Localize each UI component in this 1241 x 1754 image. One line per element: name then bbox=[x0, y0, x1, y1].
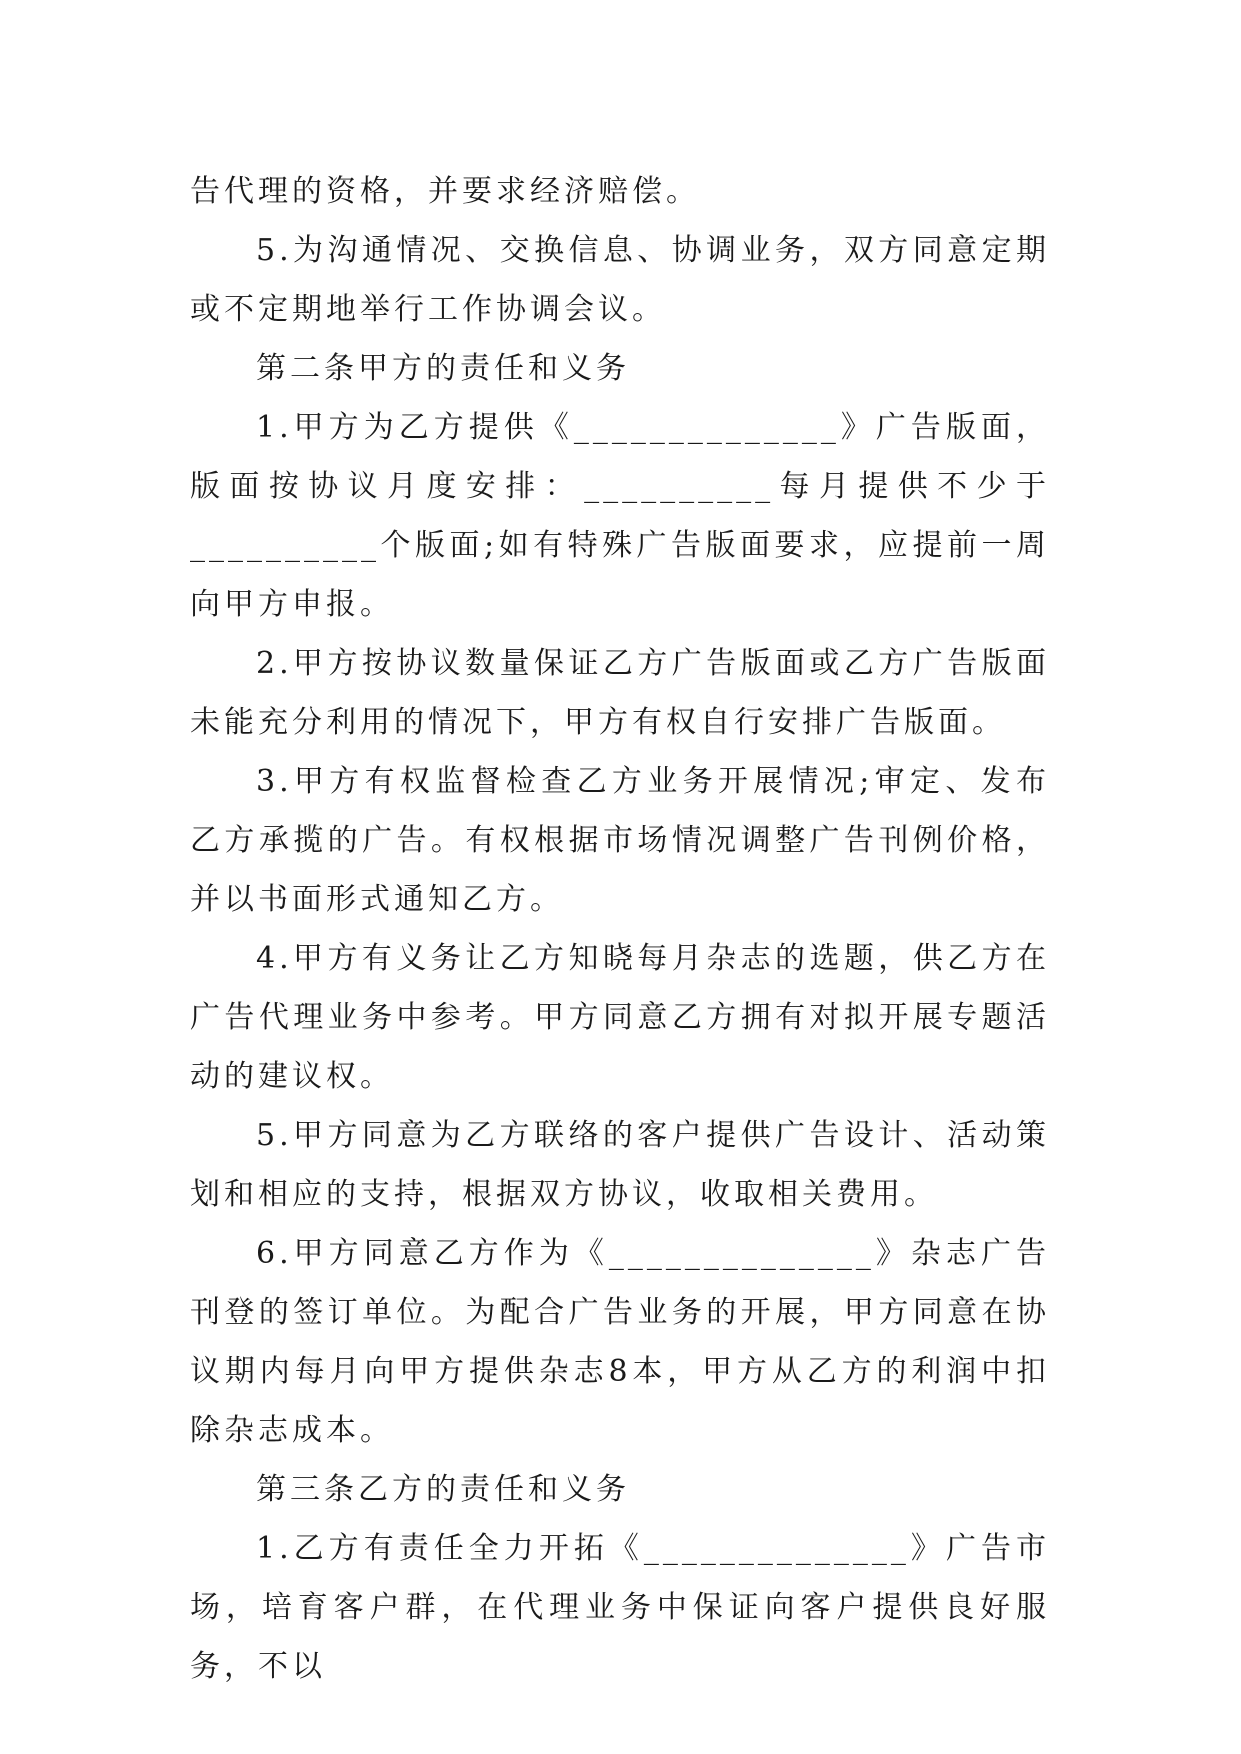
section-heading-article-3: 第三条乙方的责任和义务 bbox=[256, 1472, 630, 1507]
paragraph-continuation: 告代理的资格，并要求经济赔偿。 bbox=[190, 174, 700, 209]
paragraph-party-a-clause-6: 6.甲方同意乙方作为《______________》杂志广告刊登的签订单位。为配合广告业务的开展，甲方同意在协议期内每月向甲方提供杂志8本，甲方从乙方的利润中扣除杂志成本。 bbox=[190, 1236, 1050, 1448]
paragraph-party-b-clause-1: 1.乙方有责任全力开拓《______________》广告市场，培育客户群，在代理业务中保证向客户提供良好服务，不以 bbox=[190, 1531, 1050, 1684]
document-body bbox=[190, 162, 1050, 1696]
paragraph-party-a-clause-3: 3.甲方有权监督检查乙方业务开展情况;审定、发布乙方承揽的广告。有权根据市场情况调整广告刊例价格，并以书面形式通知乙方。 bbox=[190, 764, 1050, 917]
paragraph-party-a-clause-2: 2.甲方按协议数量保证乙方广告版面或乙方广告版面未能充分利用的情况下，甲方有权自行安排广告版面。 bbox=[190, 646, 1050, 740]
paragraph-party-a-clause-1: 1.甲方为乙方提供《______________》广告版面，版面按协议月度安排：__________每月提供不少于__________个版面;如有特殊广告版面要求，应提前一周向甲方申报。 bbox=[190, 410, 1050, 622]
paragraph-clause-5-coordination: 5.为沟通情况、交换信息、协调业务，双方同意定期或不定期地举行工作协调会议。 bbox=[190, 233, 1050, 327]
paragraph-party-a-clause-4: 4.甲方有义务让乙方知晓每月杂志的选题，供乙方在广告代理业务中参考。甲方同意乙方拥有对拟开展专题活动的建议权。 bbox=[190, 941, 1050, 1094]
paragraph-party-a-clause-5: 5.甲方同意为乙方联络的客户提供广告设计、活动策划和相应的支持，根据双方协议，收取相关费用。 bbox=[190, 1118, 1050, 1212]
section-heading-article-2: 第二条甲方的责任和义务 bbox=[256, 351, 630, 386]
